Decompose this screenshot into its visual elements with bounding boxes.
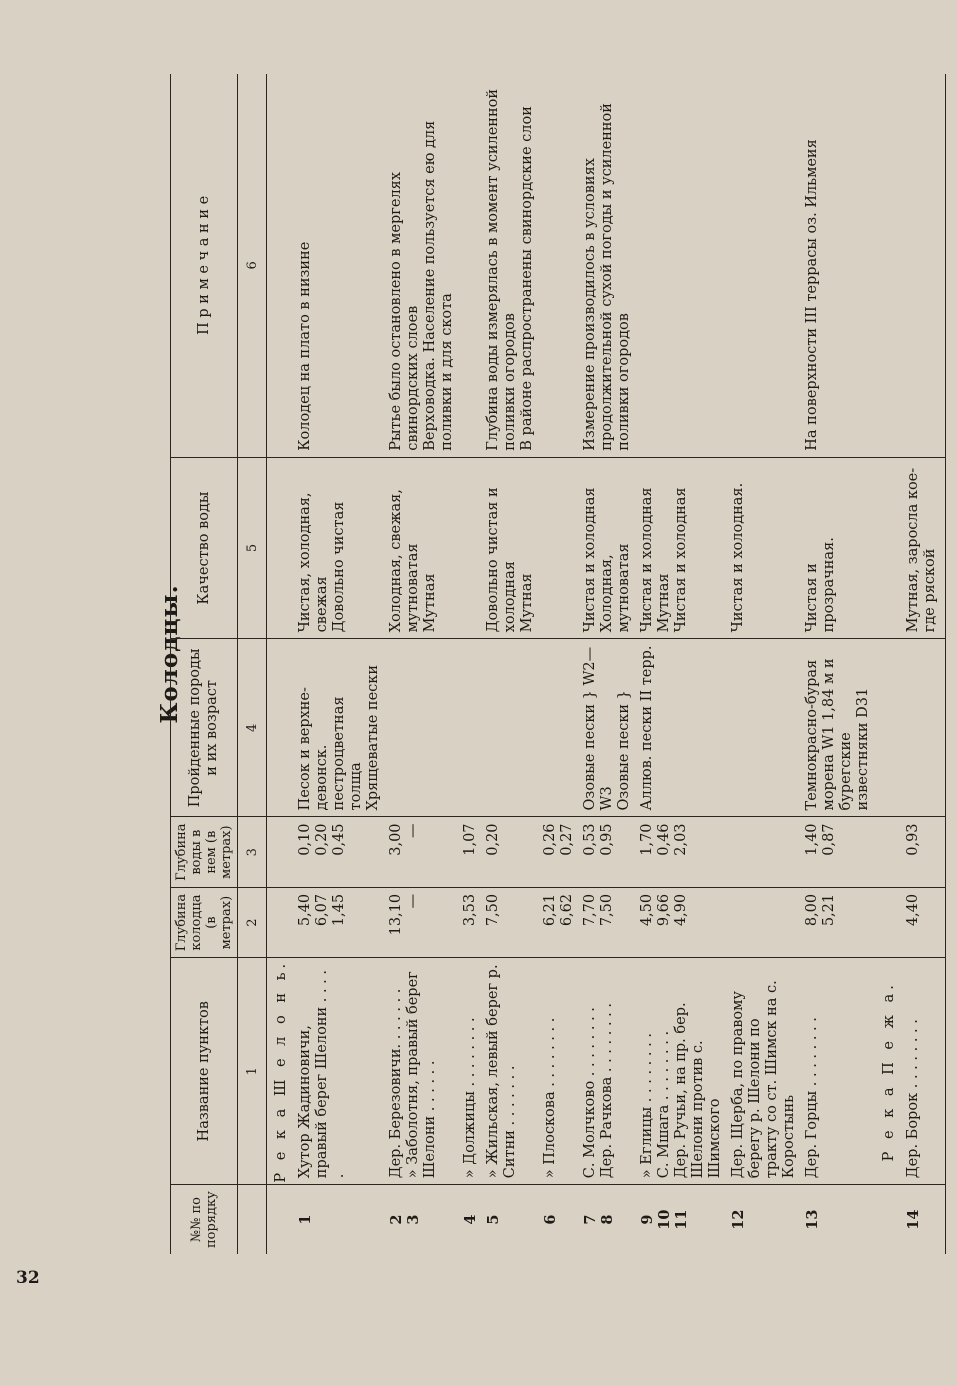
- rocks-and-age: [727, 639, 801, 817]
- col-number: 2: [238, 887, 267, 957]
- col-number: 6: [238, 74, 267, 457]
- river-heading-row: [875, 74, 902, 1254]
- row-number: 12: [730, 1209, 747, 1230]
- well-depth: 3,53: [459, 887, 482, 957]
- water-quality: Чистая и прозрачная.: [801, 457, 875, 639]
- water-depth: [727, 817, 801, 887]
- point-name: » Плоскова . . . . . . . .: [539, 958, 579, 1185]
- rocks-and-age: [459, 639, 482, 817]
- water-depth: 1,40 0,87: [801, 817, 875, 887]
- point-name: Дер. Щерба, по правому берегу р. Шелони по тракту со ст. Шимск на с. Коростынь: [727, 958, 801, 1185]
- rocks-and-age: [482, 639, 539, 817]
- col-number: 3: [238, 817, 267, 887]
- row-number: 2 3: [388, 1214, 422, 1225]
- well-depth: 8,00 5,21: [801, 887, 875, 957]
- point-name: » Должицы . . . . . . . .: [459, 958, 482, 1185]
- water-quality: [459, 457, 482, 639]
- point-name: » Жильская, левый берег р. Ситни . . . . . . .: [482, 958, 539, 1185]
- table-row: [459, 74, 482, 1254]
- rocks-and-age: Аллюв. пески II терр.: [636, 639, 727, 817]
- well-depth: 4,40: [902, 887, 946, 957]
- water-quality: Холодная, свежая, мутноватая Мутная: [385, 457, 459, 639]
- well-depth: 7,50: [482, 887, 539, 957]
- note: [636, 74, 727, 457]
- rocks-and-age: Песок и верхне-девонск. пестроцветная толща Хрящеватые пески: [294, 639, 385, 817]
- water-quality: Чистая и холодная Холодная, мутноватая: [579, 457, 636, 639]
- point-name: Дер. Горцы . . . . . . . .: [801, 958, 875, 1185]
- river-heading: Р е к а Ш е л о н ь.: [267, 958, 295, 1185]
- river-heading-row: [267, 74, 295, 1254]
- water-quality: Довольно чистая и холодная Мутная: [482, 457, 539, 639]
- point-name: Дер. Березовичи. . . . . . . » Заболотня, правый берег Шелони . . . . . .: [385, 958, 459, 1185]
- note: Колодец на плато в низине: [294, 74, 385, 457]
- point-name: С. Молчково . . . . . . . . Дер. Рачкова . . . . . . . .: [579, 958, 636, 1185]
- well-depth: 13,10 —: [385, 887, 459, 957]
- row-number: 5: [485, 1214, 502, 1225]
- row-number: 7 8: [582, 1214, 616, 1225]
- table-row: [579, 74, 636, 1254]
- note: Глубина воды измерялась в момент усиленной поливки огородов В районе распространены свинордские слои: [482, 74, 539, 457]
- rotated-page-content: [156, 54, 951, 1254]
- note: Рытье было остановлено в мергелях свинордских слоев Верховодка. Население пользуется ею для поливки и для скота: [385, 74, 459, 457]
- note: На поверхности III террасы оз. Ильмеия: [801, 74, 875, 457]
- header-quality: Качество воды: [171, 457, 238, 639]
- water-depth: 1,70 0,46 2,03: [636, 817, 727, 887]
- water-depth: 0,26 0,27: [539, 817, 579, 887]
- water-depth: 0,20: [482, 817, 539, 887]
- well-depth: 5,40 6,07 1,45: [294, 887, 385, 957]
- water-quality: Чистая, холодная, свежая Довольно чистая: [294, 457, 385, 639]
- table-body: [267, 74, 946, 1254]
- wells-table: [170, 74, 946, 1254]
- table-row: [385, 74, 459, 1254]
- note: [902, 74, 946, 457]
- header-name: Название пунктов: [171, 958, 238, 1185]
- note: [459, 74, 482, 457]
- water-quality: [539, 457, 579, 639]
- row-number: 9 10 11: [639, 1209, 690, 1230]
- column-numbers-row: [238, 74, 267, 1254]
- point-name: » Еглицы . . . . . . . . С. Мшага . . . . . . . . Дер. Ручьи, на пр. бер. Шелони против с. Шимского: [636, 958, 727, 1185]
- well-depth: 7,70 7,50: [579, 887, 636, 957]
- rocks-and-age: Темнокрасно-бурая морена W1 1,84 м и бурегские известняки D31: [801, 639, 875, 817]
- water-depth: 0,10 0,20 0,45: [294, 817, 385, 887]
- table-row: [727, 74, 801, 1254]
- rocks-and-age: [385, 639, 459, 817]
- col-number-blank: [238, 1185, 267, 1254]
- water-quality: Мутная, заросла кое-где ряской: [902, 457, 946, 639]
- header-rocks: Пройденные породы и их возраст: [171, 639, 238, 817]
- row-number: 13: [804, 1209, 821, 1230]
- water-depth: 0,93: [902, 817, 946, 887]
- well-depth: 4,50 9,66 4,90: [636, 887, 727, 957]
- page-title: Колодцы.: [156, 584, 183, 724]
- table-header-row: [171, 74, 238, 1254]
- rocks-and-age: Озовые пески } W2—W3 Озовые пески }: [579, 639, 636, 817]
- river-heading: Р е к а П е ж а.: [875, 958, 902, 1185]
- well-depth: [727, 887, 801, 957]
- header-num: №№ по порядку: [171, 1185, 238, 1254]
- point-name: Хутор Жадиновичи, правый берег Шелони . . . . .: [294, 958, 385, 1185]
- table-row: [902, 74, 946, 1254]
- page-number: 32: [16, 1268, 40, 1288]
- table-row: [636, 74, 727, 1254]
- water-depth: 1,07: [459, 817, 482, 887]
- header-notes: П р и м е ч а н и е: [171, 74, 238, 457]
- row-number: 4: [462, 1214, 479, 1225]
- rocks-and-age: [539, 639, 579, 817]
- point-name: Дер. Борок . . . . . . . .: [902, 958, 946, 1185]
- note: [539, 74, 579, 457]
- well-depth: 6,21 6,62: [539, 887, 579, 957]
- note: Измерение производилось в условиях продолжительной сухой погоды и усиленной поливки огородов: [579, 74, 636, 457]
- note: [727, 74, 801, 457]
- col-number: 1: [238, 958, 267, 1185]
- row-number: 14: [902, 1185, 946, 1254]
- water-depth: 3,00 —: [385, 817, 459, 887]
- col-number: 5: [238, 457, 267, 639]
- table-row: [801, 74, 875, 1254]
- row-number: 6: [542, 1214, 559, 1225]
- table-row: [539, 74, 579, 1254]
- rocks-and-age: [902, 639, 946, 817]
- water-quality: Чистая и холодная Мутная Чистая и холодная: [636, 457, 727, 639]
- row-number: 1: [297, 1214, 314, 1225]
- table-row: [482, 74, 539, 1254]
- water-quality: Чистая и холодная.: [727, 457, 801, 639]
- water-depth: 0,53 0,95: [579, 817, 636, 887]
- header-depth: Глубина колодца (в метрах): [171, 887, 238, 957]
- header-water: Глубина воды в нем (в метрах): [171, 817, 238, 887]
- table-row: [294, 74, 385, 1254]
- col-number: 4: [238, 639, 267, 817]
